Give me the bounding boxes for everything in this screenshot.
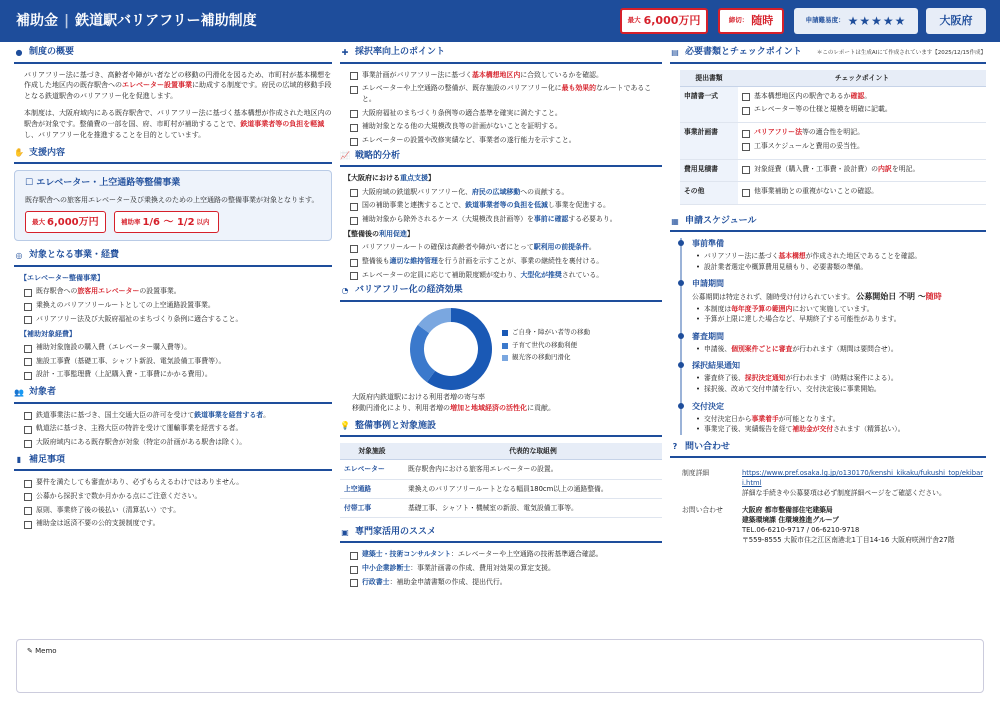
ai-notice: ＊このレポートは生成AIにて作成されています【2025/12/15作成】 (816, 49, 986, 56)
program-link[interactable]: https://www.pref.osaka.lg.jp/o130170/kenshi_kikaku/fukushi_top/ekibari.html (742, 469, 984, 488)
targets-list-2 (24, 342, 332, 380)
targets-heading: ◎ 対象となる事業・経費 (14, 249, 332, 267)
table-header: チェックポイント (738, 70, 986, 87)
info-icon: ● (15, 47, 23, 57)
question-icon: ? (672, 442, 678, 452)
document-icon: ▤ (671, 47, 679, 57)
timeline-step: 交付決定 • 交付決定日から事業着手が可能となります。 • 事業完了後、実績報告を経て補助金が交付されます（精算払い）。 (692, 401, 986, 435)
list-item: 鉄道事業法に基づき、国土交通大臣の許可を受けて鉄道事業を経営する者。 (24, 410, 332, 421)
lightbulb-icon: 💡 (340, 421, 350, 431)
list-item: 補助金は返済不要の公的支援制度です。 (24, 518, 332, 529)
economic-heading: ◔ バリアフリー化の経済効果 (340, 284, 662, 302)
table-row: 事業計画書 バリアフリー法等の適合性を明記。 工事スケジュールと費用の妥当性。 (680, 123, 986, 159)
facilities-heading: 💡 整備事例と対象施設 (340, 420, 662, 438)
pin-icon: ✚ (341, 47, 349, 57)
calendar-icon: ▦ (671, 216, 679, 226)
eligible-heading: 👥 対象者 (14, 386, 332, 404)
notes-heading: ▮ 補足事項 (14, 454, 332, 472)
middle-column (340, 46, 662, 591)
region-badge: 大阪府 (926, 8, 986, 34)
strategy-list-1 (350, 187, 662, 225)
donut-slice (423, 315, 451, 329)
left-column (14, 46, 332, 533)
legend-item: ご自身・障がい者等の移動 (502, 328, 590, 338)
overview-paragraph-2: 本制度は、大阪府域内にある既存駅舎で、バリアフリー法に基づく基本構想が作成された地区内の駅舎が対象です。整備費の一部を国、府、市町村が補助することで、鉄道事業者等の負担を軽減し、バリアフリー化を推進することを目的としています。 (24, 109, 332, 139)
list-item: 原則、事業終了後の後払い（清算払い）です。 (24, 505, 332, 516)
list-item: 大阪府福祉のまちづくり条例等の適合基準を確実に満たすこと。 (350, 108, 662, 119)
chart-icon: 📈 (340, 151, 350, 161)
list-item: 建築士・技術コンサルタント：エレベーターや上空通路の技術基準適合確認。 (350, 549, 662, 560)
deadline-badge: 締切： 随時 (718, 8, 784, 34)
support-heading: ✋ 支援内容 (14, 147, 332, 165)
support-box-title: ☐ エレベーター・上空通路等整備事業 (25, 178, 181, 189)
schedule-timeline (680, 238, 986, 434)
contact-heading: ? 問い合わせ (670, 441, 986, 459)
list-item: 国の補助事業と連携することで、鉄道事業者等の負担を低減し事業を促進する。 (350, 200, 662, 211)
list-item: 補助対象となる他の大規模改良等の計画がないことを証明する。 (350, 121, 662, 132)
legend-swatch (502, 343, 508, 349)
list-item: 中小企業診断士：事業計画書の作成、費用対効果の算定支援。 (350, 563, 662, 574)
experts-heading: ▣ 専門家活用のススメ (340, 526, 662, 544)
donut-slice (431, 315, 485, 383)
list-item: 補助対象から除外されるケース（大規模改良計画等）を事前に確認する必要あり。 (350, 214, 662, 225)
overview-heading: ● 制度の概要 (14, 46, 332, 64)
table-header: 代表的な取組例 (404, 443, 662, 460)
list-item: 補助対象施設の購入費（エレベーター購入費等）。 (24, 342, 332, 353)
table-row: 費用見積書 対象経費（購入費・工事費・設計費）の内訳を明記。 (680, 159, 986, 182)
legend-item: 観光客の移動円滑化 (502, 353, 590, 363)
docs-table (680, 70, 986, 205)
legend-swatch (502, 330, 508, 336)
timeline-step: 申請期間 公募期間は特定されず、随時受け付けられています。 公募開始日 不明 〜随時 • 本制度は毎年度予算の範囲内において実施しています。 • 予算が上限に達した場合など、早期終了する可能性があります。 (692, 278, 986, 324)
donut-slice (417, 329, 431, 376)
memo-label: Memo (35, 647, 57, 655)
list-item: 公募から採択まで数か月かかる点にご注意ください。 (24, 491, 332, 502)
list-item: 施設工事費（基礎工事、シャフト新設、電気設備工事費等）。 (24, 356, 332, 367)
right-column (670, 46, 986, 549)
targets-sub-1: 【エレベーター整備事業】 (20, 273, 104, 282)
list-item: 事業計画がバリアフリー法に基づく基本構想地区内に合致しているかを確認。 (350, 70, 662, 81)
targets-list-1 (24, 286, 332, 324)
table-row: 申請書一式 基本構想地区内の駅舎であるか確認。 エレベーター等の仕様と規模を明確に記載。 (680, 86, 986, 122)
table-row: エレベーター 既存駅舎内における旅客用エレベーターの設置。 (340, 460, 662, 479)
difficulty-badge: 申請難易度： ★★★★★ (794, 8, 918, 34)
strategy-sub-1: 【大阪府における重点支援】 (344, 174, 435, 183)
memo-box[interactable] (16, 639, 984, 693)
timeline-step: 採択結果通知 • 審査終了後、採択決定通知が行われます（時期は案件による）。 • 採択後、改めて交付申請を行い、交付決定後に事業開始。 (692, 360, 986, 394)
expert-icon: ▣ (341, 527, 349, 537)
strategy-list-2 (350, 242, 662, 280)
economic-chart-area (340, 308, 662, 392)
handshake-icon: ✋ (14, 148, 24, 158)
points-heading: ✚ 採択率向上のポイント (340, 46, 662, 64)
economic-caption: 大阪府内鉄道駅における利用者増の寄与率 移動円滑化により、利用者増の増加と地域経済の活性化に貢献。 (352, 392, 555, 412)
table-row: 上空通路 乗換えのバリアフリールートとなる幅員180cm以上の通路整備。 (340, 479, 662, 498)
list-item: 乗換えのバリアフリールートとしての上空通路設置事業。 (24, 300, 332, 311)
list-item: 軌道法に基づき、主務大臣の特許を受けて運輸事業を経営する者。 (24, 423, 332, 434)
notes-list (24, 477, 332, 529)
list-item: エレベーターの設置や改修実績など、事業者の遂行能力を示すこと。 (350, 135, 662, 146)
list-item: 整備後も適切な維持管理を行う計画を示すことが、事業の継続性を裏付ける。 (350, 256, 662, 267)
donut-chart (408, 306, 494, 392)
support-box-text: 既存駅舎への旅客用エレベーター及び乗換えのための上空通路の整備事業が対象となります。 (25, 195, 319, 204)
list-item: バリアフリー法及び大阪府福祉のまちづくり条例に適合すること。 (24, 314, 332, 325)
list-item: 大阪府域の鉄道駅バリアフリー化、府民の広域移動への貢献する。 (350, 187, 662, 198)
target-icon: ◎ (15, 251, 23, 261)
list-item: 大阪府域内にある既存駅舎が対象（特定の計画がある駅舎は除く）。 (24, 437, 332, 448)
table-row: その他 他事業補助との重複がないことの確認。 (680, 182, 986, 205)
support-box (14, 170, 332, 241)
list-item: エレベーターの定員に応じて補助限度額が変わり、大型化が推奨されている。 (350, 270, 662, 281)
list-item: エレベーターや上空通路の整備が、既存施設のバリアフリー化に最も効果的なルートであること。 (350, 83, 662, 104)
max-amount-badge: 最大 6,000万円 (620, 8, 708, 34)
pie-chart-icon: ◔ (341, 286, 349, 296)
schedule-heading: ▦ 申請スケジュール (670, 215, 986, 233)
points-list (350, 70, 662, 146)
table-row: 付帯工事 基礎工事、シャフト・機械室の新設、電気設備工事等。 (340, 498, 662, 517)
list-item: 既存駅舎への旅客用エレベーターの設置事業。 (24, 286, 332, 297)
legend-item: 子育て世代の移動利便 (502, 341, 590, 351)
contact-table: 制度詳細 https://www.pref.osaka.lg.jp/o130170/kenshi_kikaku/fukushi_top/ekibari.html 詳細な手続きや公募要項は必ず制度詳細ページをご確認ください。 お問い合わせ 大阪府 都市整備部住宅建築局 建築環境課 住環境推進グループ TEL.06-6210-9717 / 06-6210-9718 〒559-8555 大阪市住之江区南港北1丁目14-16 大阪府咲洲庁舎27階 (682, 469, 984, 545)
people-icon: 👥 (14, 387, 24, 397)
targets-sub-2: 【補助対象経費】 (20, 329, 76, 338)
facilities-table (340, 443, 662, 518)
list-item: バリアフリールートの確保は高齢者や障がい者にとって駅利用の前提条件。 (350, 242, 662, 253)
experts-list (350, 549, 662, 587)
support-max-tag: 最大 6,000万円 (25, 211, 106, 233)
support-rate-tag: 補助率 1/6 〜 1/2 以内 (114, 211, 219, 233)
list-item: 設計・工事監理費（上記購入費・工事費にかかる費用）。 (24, 369, 332, 380)
legend-swatch (502, 355, 508, 361)
strategy-sub-2: 【整備後の利用促進】 (344, 229, 414, 238)
bookmark-icon: ▮ (16, 455, 22, 465)
timeline-step: 審査期間 • 申請後、個別案件ごとに審査が行われます（期間は要問合せ）。 (692, 331, 986, 355)
docs-heading: ▤ 必要書類とチェックポイント ＊このレポートは生成AIにて作成されています【2025/12/15作成】 (670, 46, 986, 64)
header-bar (0, 0, 1000, 42)
table-header: 対象施設 (340, 443, 404, 460)
list-item: 行政書士：補助金申請書類の作成、提出代行。 (350, 577, 662, 588)
memo-icon: ✎ (27, 647, 36, 655)
eligible-list (24, 410, 332, 448)
chart-legend (502, 328, 590, 363)
overview-paragraph-1: バリアフリー法に基づき、高齢者や障がい者などの移動の円滑化を図るため、市町村が基本構想を作成した地区内の既存駅舎へのエレベーター設置事業に助成する制度です。府民の広域的移動手段となる鉄道駅舎のバリアフリー化を促進します。 (24, 70, 332, 101)
page-title: 補助金 | 鉄道駅バリアフリー補助制度 (16, 13, 257, 29)
timeline-step: 事前準備 • バリアフリー法に基づく基本構想が作成された地区であることを確認。 • 設計業者選定や概算費用見積もり、必要書類の準備。 (692, 238, 986, 272)
list-item: 要件を満たしても審査があり、必ずもらえるわけではありません。 (24, 477, 332, 488)
table-header: 提出書類 (680, 70, 738, 87)
strategy-heading: 📈 戦略的分析 (340, 150, 662, 168)
